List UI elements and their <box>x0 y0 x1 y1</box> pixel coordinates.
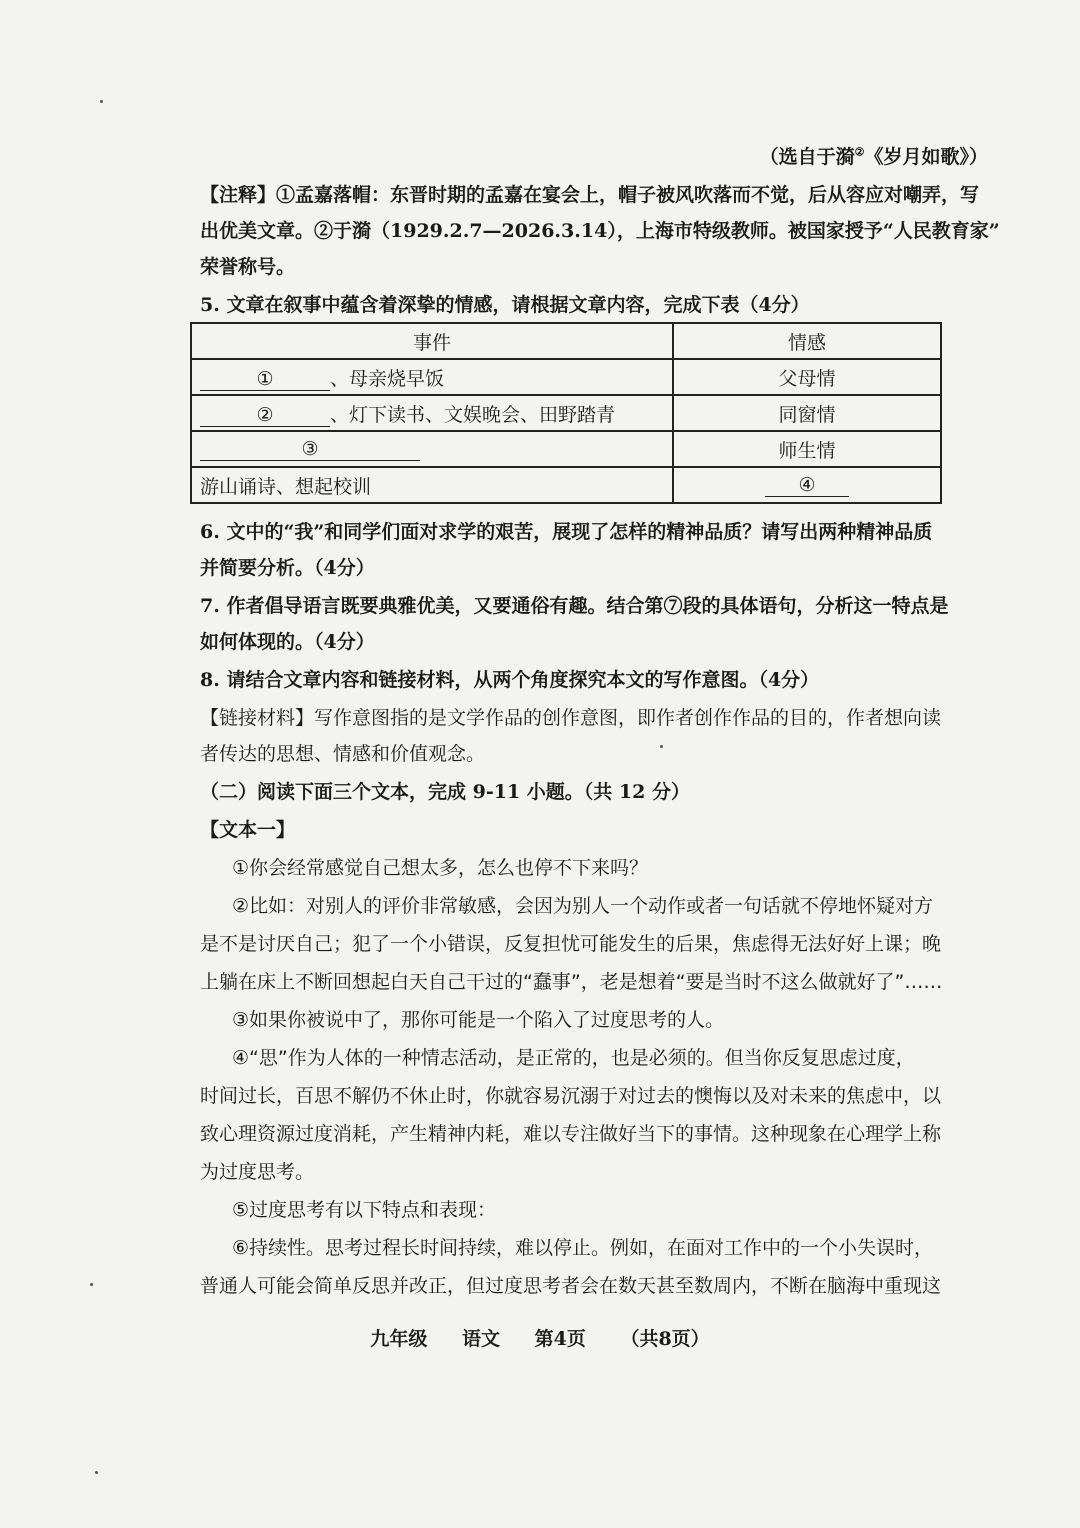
emotion-cell: 师生情 <box>673 431 941 467</box>
paragraph-line: 上躺在床上不断回想起白天自己干过的“蠢事”，老是想着“要是当时不这么做就好了”…… <box>200 971 943 993</box>
paragraph-line: 为过度思考。 <box>200 1161 315 1183</box>
footer-total: （共8页） <box>620 1328 710 1350</box>
paragraph-line: ④“思”作为人体的一种情志活动，是正常的，也是必须的。但当你反复思虑过度， <box>232 1047 915 1069</box>
question-7-line-1: 7. 作者倡导语言既要典雅优美，又要通俗有趣。结合第⑦段的具体语句，分析这一特点是 <box>200 595 949 617</box>
emotion-cell: 同窗情 <box>673 395 941 431</box>
link-material-line-1: 【链接材料】写作意图指的是文学作品的创作意图，即作者创作作品的目的，作者想向读 <box>200 707 942 729</box>
event-cell <box>191 431 673 467</box>
scan-speck <box>95 1471 98 1474</box>
scan-speck <box>660 745 663 748</box>
page-footer <box>0 1324 1080 1351</box>
scan-speck <box>100 100 103 103</box>
event-cell: 游山诵诗、想起校训 <box>191 467 673 503</box>
event-cell: ① 、母亲烧早饭 <box>191 359 673 395</box>
question-5: 5. 文章在叙事中蕴含着深挚的情感，请根据文章内容，完成下表（4分） <box>200 294 810 316</box>
emotion-cell: 父母情 <box>673 359 941 395</box>
answer-blank[interactable]: ② <box>200 404 330 427</box>
table-row <box>191 395 941 431</box>
header-event: 事件 <box>191 323 673 359</box>
notes-line-1: 【注释】①孟嘉落帽：东晋时期的孟嘉在宴会上，帽子被风吹落而不觉，后从容应对嘲弄，写 <box>200 184 980 206</box>
notes-line-2: 出优美文章。②于漪（1929.2.7—2026.3.14），上海市特级教师。被国家授予“人民教育家” <box>200 220 1000 242</box>
source-citation: （选自于漪②《岁月如歌》） <box>759 145 988 168</box>
paragraph-line: 是不是讨厌自己；犯了一个小错误，反复担忧可能发生的后果，焦虑得无法好好上课；晚 <box>200 933 942 955</box>
paragraph-line: 致心理资源过度消耗，产生精神内耗，难以专注做好当下的事情。这种现象在心理学上称 <box>200 1123 942 1145</box>
table-row <box>191 359 941 395</box>
answer-blank[interactable]: ① <box>200 368 330 391</box>
emotion-cell <box>673 467 941 503</box>
paragraph-line: 普通人可能会简单反思并改正，但过度思考者会在数天甚至数周内，不断在脑海中重现这 <box>200 1275 942 1297</box>
section-2-heading: （二）阅读下面三个文本，完成 9-11 小题。（共 12 分） <box>200 781 690 803</box>
question-7-line-2: 如何体现的。（4分） <box>200 631 375 653</box>
text-1-title: 【文本一】 <box>200 819 296 841</box>
question-8: 8. 请结合文章内容和链接材料，从两个角度探究本文的写作意图。（4分） <box>200 669 820 691</box>
footer-grade: 九年级 <box>370 1328 428 1350</box>
event-cell: ② 、灯下读书、文娱晚会、田野踏青 <box>191 395 673 431</box>
table-row <box>191 431 941 467</box>
question-6-line-1: 6. 文中的“我”和同学们面对求学的艰苦，展现了怎样的精神品质？请写出两种精神品质 <box>200 521 933 543</box>
paragraph-line: ⑤过度思考有以下特点和表现： <box>232 1199 497 1221</box>
paragraph-line: ③如果你被说中了，那你可能是一个陷入了过度思考的人。 <box>232 1009 725 1031</box>
table-row <box>191 467 941 503</box>
q5-table <box>190 322 942 504</box>
table-header-row <box>191 323 941 359</box>
paragraph-line: 时间过长，百思不解仍不休止时，你就容易沉溺于对过去的懊悔以及对未来的焦虑中，以 <box>200 1085 942 1107</box>
scan-speck <box>90 1283 93 1286</box>
notes-line-3: 荣誉称号。 <box>200 256 296 278</box>
answer-blank[interactable]: ③ <box>200 438 420 461</box>
footer-subject: 语文 <box>461 1328 500 1350</box>
paragraph-line: ①你会经常感觉自己想太多，怎么也停不下来吗？ <box>232 857 649 879</box>
question-6-line-2: 并简要分析。（4分） <box>200 557 375 579</box>
answer-blank[interactable]: ④ <box>765 474 849 497</box>
header-emotion: 情感 <box>673 323 941 359</box>
link-material-line-2: 者传达的思想、情感和价值观念。 <box>200 743 486 765</box>
paragraph-line: ②比如：对别人的评价非常敏感，会因为别人一个动作或者一句话就不停地怀疑对方 <box>232 895 934 917</box>
paragraph-line: ⑥持续性。思考过程长时间持续，难以停止。例如，在面对工作中的一个小失误时， <box>232 1237 934 1259</box>
footer-page: 第4页 <box>534 1328 586 1350</box>
